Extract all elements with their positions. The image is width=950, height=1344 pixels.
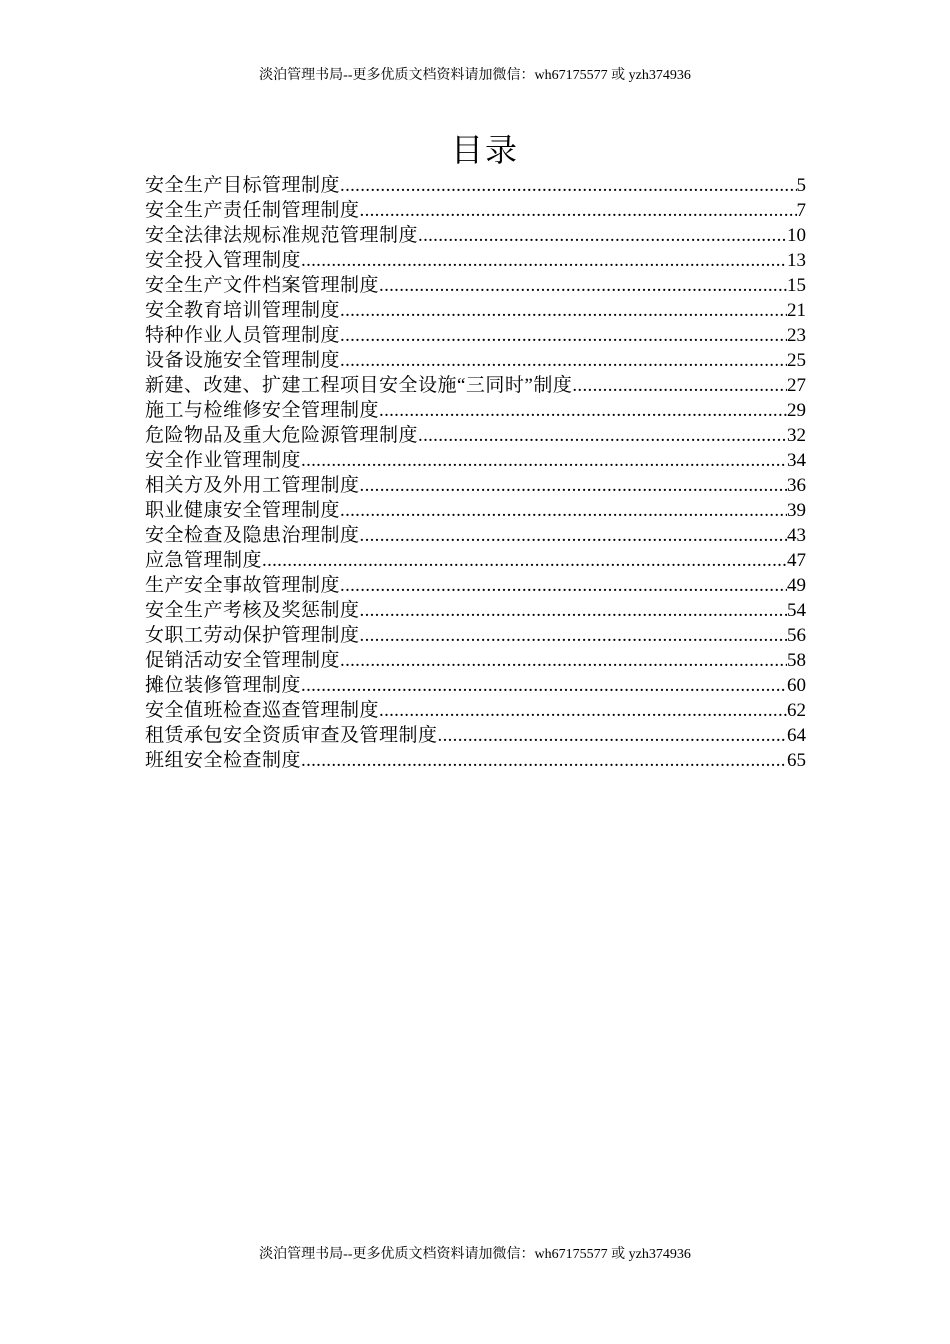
toc-entry-title: 班组安全检查制度	[145, 750, 302, 771]
toc-dot-leader	[379, 398, 787, 423]
toc-entry[interactable]	[145, 598, 806, 623]
toc-entry-title: 摊位装修管理制度	[145, 675, 302, 696]
toc-dot-leader	[360, 198, 797, 223]
toc-dot-leader	[572, 373, 787, 398]
toc-entry[interactable]	[145, 748, 806, 773]
toc-page-number: 7	[796, 200, 806, 221]
toc-title: 目录	[450, 132, 519, 168]
toc-page-number: 23	[787, 325, 806, 346]
toc-page-number: 29	[787, 400, 806, 421]
toc-entry-title: 危险物品及重大危险源管理制度	[145, 425, 419, 446]
toc-dot-leader	[360, 473, 787, 498]
toc-page-number: 47	[787, 550, 806, 571]
toc-dot-leader	[379, 273, 787, 298]
toc-entry-title: 安全生产目标管理制度	[145, 175, 341, 196]
toc-dot-leader	[340, 173, 796, 198]
toc-entry-title: 安全生产责任制管理制度	[145, 200, 360, 221]
toc-entry[interactable]	[145, 373, 806, 398]
toc-entry[interactable]	[145, 273, 806, 298]
toc-entry[interactable]	[145, 448, 806, 473]
toc-dot-leader	[340, 323, 787, 348]
toc-dot-leader	[301, 248, 787, 273]
table-of-contents	[145, 173, 806, 773]
toc-page-number: 34	[787, 450, 806, 471]
toc-dot-leader	[340, 573, 787, 598]
toc-dot-leader	[301, 673, 787, 698]
toc-page-number: 39	[787, 500, 806, 521]
toc-dot-leader	[340, 298, 787, 323]
toc-entry[interactable]	[145, 348, 806, 373]
toc-entry[interactable]	[145, 223, 806, 248]
toc-entry[interactable]	[145, 548, 806, 573]
toc-entry[interactable]	[145, 423, 806, 448]
toc-entry[interactable]	[145, 298, 806, 323]
toc-dot-leader	[418, 223, 787, 248]
toc-page-number: 10	[787, 225, 806, 246]
toc-entry-title: 职业健康安全管理制度	[145, 500, 341, 521]
toc-entry-title: 安全作业管理制度	[145, 450, 302, 471]
toc-entry-title: 特种作业人员管理制度	[145, 325, 341, 346]
toc-entry-title: 相关方及外用工管理制度	[145, 475, 360, 496]
page-footer: 淡泊管理书局--更多优质文档资料请加微信：wh67175577 或 yzh374936	[259, 1247, 691, 1262]
toc-entry-title: 安全检查及隐患治理制度	[145, 525, 360, 546]
toc-entry-title: 促销活动安全管理制度	[145, 650, 341, 671]
toc-entry[interactable]	[145, 323, 806, 348]
toc-entry[interactable]	[145, 473, 806, 498]
toc-entry[interactable]	[145, 398, 806, 423]
toc-dot-leader	[360, 623, 787, 648]
toc-entry[interactable]	[145, 573, 806, 598]
toc-page-number: 65	[787, 750, 806, 771]
toc-dot-leader	[360, 598, 787, 623]
toc-entry[interactable]	[145, 673, 806, 698]
toc-page-number: 15	[787, 275, 806, 296]
toc-entry-title: 安全教育培训管理制度	[145, 300, 341, 321]
toc-page-number: 58	[787, 650, 806, 671]
toc-page-number: 21	[787, 300, 806, 321]
toc-entry-title: 施工与检维修安全管理制度	[145, 400, 380, 421]
toc-entry[interactable]	[145, 723, 806, 748]
toc-entry-title: 安全生产文件档案管理制度	[145, 275, 380, 296]
toc-entry-title: 女职工劳动保护管理制度	[145, 625, 360, 646]
toc-dot-leader	[262, 548, 787, 573]
toc-dot-leader	[418, 423, 787, 448]
toc-entry-title: 生产安全事故管理制度	[145, 575, 341, 596]
toc-dot-leader	[340, 498, 787, 523]
toc-entry-title: 安全法律法规标准规范管理制度	[145, 225, 419, 246]
page-header: 淡泊管理书局--更多优质文档资料请加微信：wh67175577 或 yzh374936	[259, 68, 691, 83]
toc-page-number: 32	[787, 425, 806, 446]
toc-page-number: 49	[787, 575, 806, 596]
toc-page-number: 56	[787, 625, 806, 646]
toc-page-number: 13	[787, 250, 806, 271]
toc-dot-leader	[340, 648, 787, 673]
toc-entry[interactable]	[145, 198, 806, 223]
toc-page-number: 54	[787, 600, 806, 621]
toc-entry[interactable]	[145, 173, 806, 198]
toc-entry[interactable]	[145, 623, 806, 648]
toc-entry[interactable]	[145, 698, 806, 723]
toc-dot-leader	[379, 698, 787, 723]
toc-page-number: 62	[787, 700, 806, 721]
toc-page-number: 60	[787, 675, 806, 696]
toc-entry-title: 设备设施安全管理制度	[145, 350, 341, 371]
toc-dot-leader	[301, 448, 787, 473]
toc-entry-title: 安全值班检查巡查管理制度	[145, 700, 380, 721]
toc-page-number: 25	[787, 350, 806, 371]
toc-entry-title: 应急管理制度	[145, 550, 263, 571]
toc-entry-title: 安全生产考核及奖惩制度	[145, 600, 360, 621]
toc-page-number: 43	[787, 525, 806, 546]
toc-page-number: 5	[796, 175, 806, 196]
toc-entry[interactable]	[145, 498, 806, 523]
toc-page-number: 27	[787, 375, 806, 396]
toc-page-number: 36	[787, 475, 806, 496]
toc-entry-title: 新建、改建、扩建工程项目安全设施“三同时”制度	[145, 375, 573, 396]
toc-entry-title: 安全投入管理制度	[145, 250, 302, 271]
toc-entry[interactable]	[145, 248, 806, 273]
toc-dot-leader	[301, 748, 787, 773]
toc-entry[interactable]	[145, 523, 806, 548]
toc-dot-leader	[360, 523, 787, 548]
toc-entry[interactable]	[145, 648, 806, 673]
toc-page-number: 64	[787, 725, 806, 746]
toc-dot-leader	[438, 723, 787, 748]
toc-dot-leader	[340, 348, 787, 373]
toc-entry-title: 租赁承包安全资质审查及管理制度	[145, 725, 438, 746]
